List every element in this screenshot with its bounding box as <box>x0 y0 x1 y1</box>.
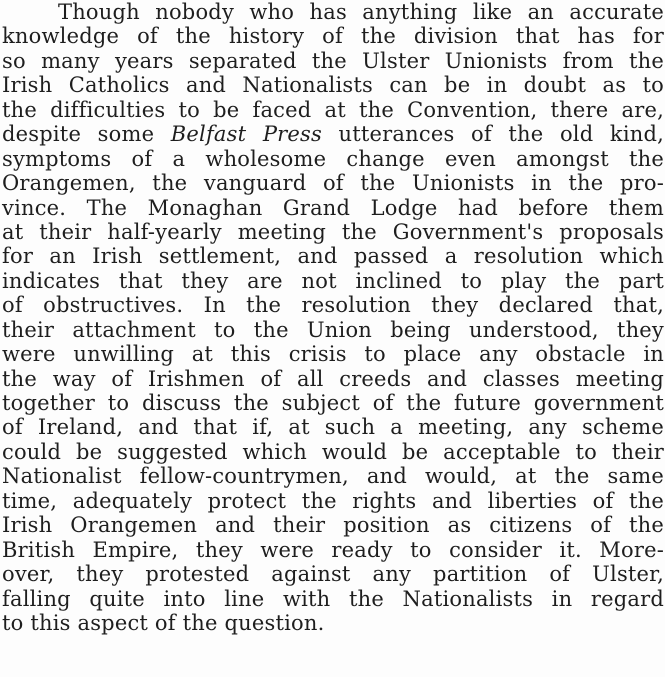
line-text-before: despite some <box>2 122 171 147</box>
article-line: for an Irish settlement, and passed a resolution which <box>2 244 664 269</box>
article-line: were unwilling at this crisis to place any obstacle in <box>2 342 664 367</box>
article-line: Orangemen, the vanguard of the Unionists in the pro- <box>2 171 664 196</box>
article-line: together to discuss the subject of the future government <box>2 391 664 415</box>
article-line: Nationalist fellow-countrymen, and would, at the same <box>2 464 664 489</box>
article-line: time, adequately protect the rights and liberties of the <box>2 488 664 513</box>
article-line: could be suggested which would be acceptable to their <box>2 439 664 464</box>
article-line: to this aspect of the question. <box>2 610 325 635</box>
article-line: Irish Catholics and Nationalists can be in doubt as to <box>2 73 664 98</box>
article-line: Irish Orangemen and their position as citizens of the <box>2 513 664 538</box>
article-line: the difficulties to be faced at the Convention, there are, <box>2 97 664 122</box>
article-body <box>2 0 664 635</box>
article-line: of Ireland, and that if, at such a meeting, any scheme <box>2 415 664 440</box>
article-line: British Empire, they were ready to consider it. More- <box>2 537 664 562</box>
article-line: falling quite into line with the Nationalists in regard <box>2 586 664 611</box>
article-line: knowledge of the history of the division that has for <box>2 24 664 49</box>
article-line: vince. The Monaghan Grand Lodge had before them <box>2 195 664 220</box>
article-line <box>2 122 664 146</box>
article-line: of obstructives. In the resolution they declared that, <box>2 293 664 318</box>
article-line: Though nobody who has anything like an accurate <box>58 0 664 24</box>
article-line: their attachment to the Union being understood, they <box>2 317 664 342</box>
article-line: indicates that they are not inclined to play the part <box>2 268 664 293</box>
article-line: symptoms of a wholesome change even amongst the <box>2 146 664 171</box>
article-line: the way of Irishmen of all creeds and classes meeting <box>2 366 664 391</box>
article-line: at their half-yearly meeting the Government's proposals <box>2 219 664 244</box>
article-line: over, they protested against any partition of Ulster, <box>2 562 664 587</box>
article-line: so many years separated the Ulster Unionists from the <box>2 48 664 73</box>
newspaper-title-italic: Belfast Press <box>170 122 322 147</box>
line-text-after: utterances of the old kind, <box>321 122 664 147</box>
